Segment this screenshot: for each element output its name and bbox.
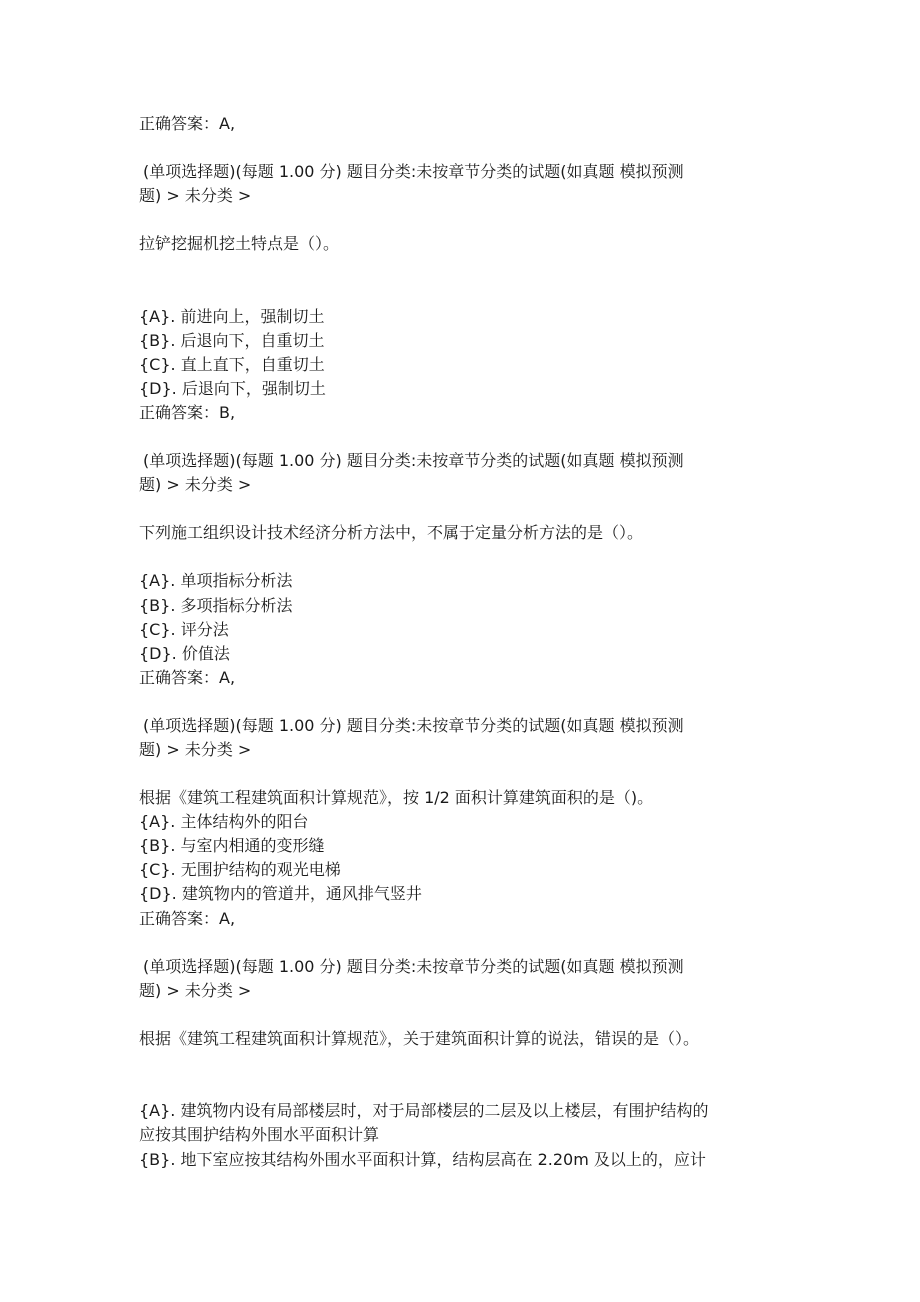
option-b: {B}. 后退向下，自重切土 (139, 331, 325, 350)
question-header-cont: 题) > 未分类 > (139, 981, 252, 1000)
question-header: (单项选择题)(每题 1.00 分) 题目分类:未按章节分类的试题(如真题 模拟预测 (143, 451, 684, 470)
option-c: {C}. 无围护结构的观光电梯 (139, 860, 341, 879)
option-c: {C}. 直上直下，自重切土 (139, 355, 325, 374)
option-b: {B}. 与室内相通的变形缝 (139, 836, 325, 855)
question-header: (单项选择题)(每题 1.00 分) 题目分类:未按章节分类的试题(如真题 模拟预测 (143, 716, 684, 735)
option-a: {A}. 单项指标分析法 (139, 571, 293, 590)
question-text: 根据《建筑工程建筑面积计算规范》，按 1/2 面积计算建筑面积的是（)。 (139, 788, 654, 807)
question-header-cont: 题) > 未分类 > (139, 475, 252, 494)
answer-line: 正确答案：A, (139, 114, 236, 133)
option-d: {D}. 建筑物内的管道井，通风排气竖井 (139, 884, 422, 903)
option-a: {A}. 建筑物内设有局部楼层时，对于局部楼层的二层及以上楼层，有围护结构的 (139, 1101, 709, 1120)
question-header: (单项选择题)(每题 1.00 分) 题目分类:未按章节分类的试题(如真题 模拟预测 (143, 957, 684, 976)
option-a: {A}. 前进向上，强制切土 (139, 307, 325, 326)
question-text: 拉铲挖掘机挖土特点是（）。 (139, 234, 340, 253)
option-a: {A}. 主体结构外的阳台 (139, 812, 309, 831)
answer-line: 正确答案：B, (139, 403, 236, 422)
answer-line: 正确答案：A, (139, 909, 236, 928)
question-text: 根据《建筑工程建筑面积计算规范》，关于建筑面积计算的说法，错误的是（）。 (139, 1029, 700, 1048)
question-text: 下列施工组织设计技术经济分析方法中，不属于定量分析方法的是（）。 (139, 523, 644, 542)
option-d: {D}. 后退向下，强制切土 (139, 379, 326, 398)
question-header-cont: 题) > 未分类 > (139, 186, 252, 205)
option-d: {D}. 价值法 (139, 644, 230, 663)
answer-line: 正确答案：A, (139, 668, 236, 687)
option-c: {C}. 评分法 (139, 620, 229, 639)
option-a-cont: 应按其围护结构外围水平面积计算 (139, 1125, 380, 1144)
question-header: (单项选择题)(每题 1.00 分) 题目分类:未按章节分类的试题(如真题 模拟预测 (143, 162, 684, 181)
question-header-cont: 题) > 未分类 > (139, 740, 252, 759)
option-b: {B}. 多项指标分析法 (139, 596, 293, 615)
option-b: {B}. 地下室应按其结构外围水平面积计算，结构层高在 2.20m 及以上的，应计 (139, 1150, 706, 1169)
